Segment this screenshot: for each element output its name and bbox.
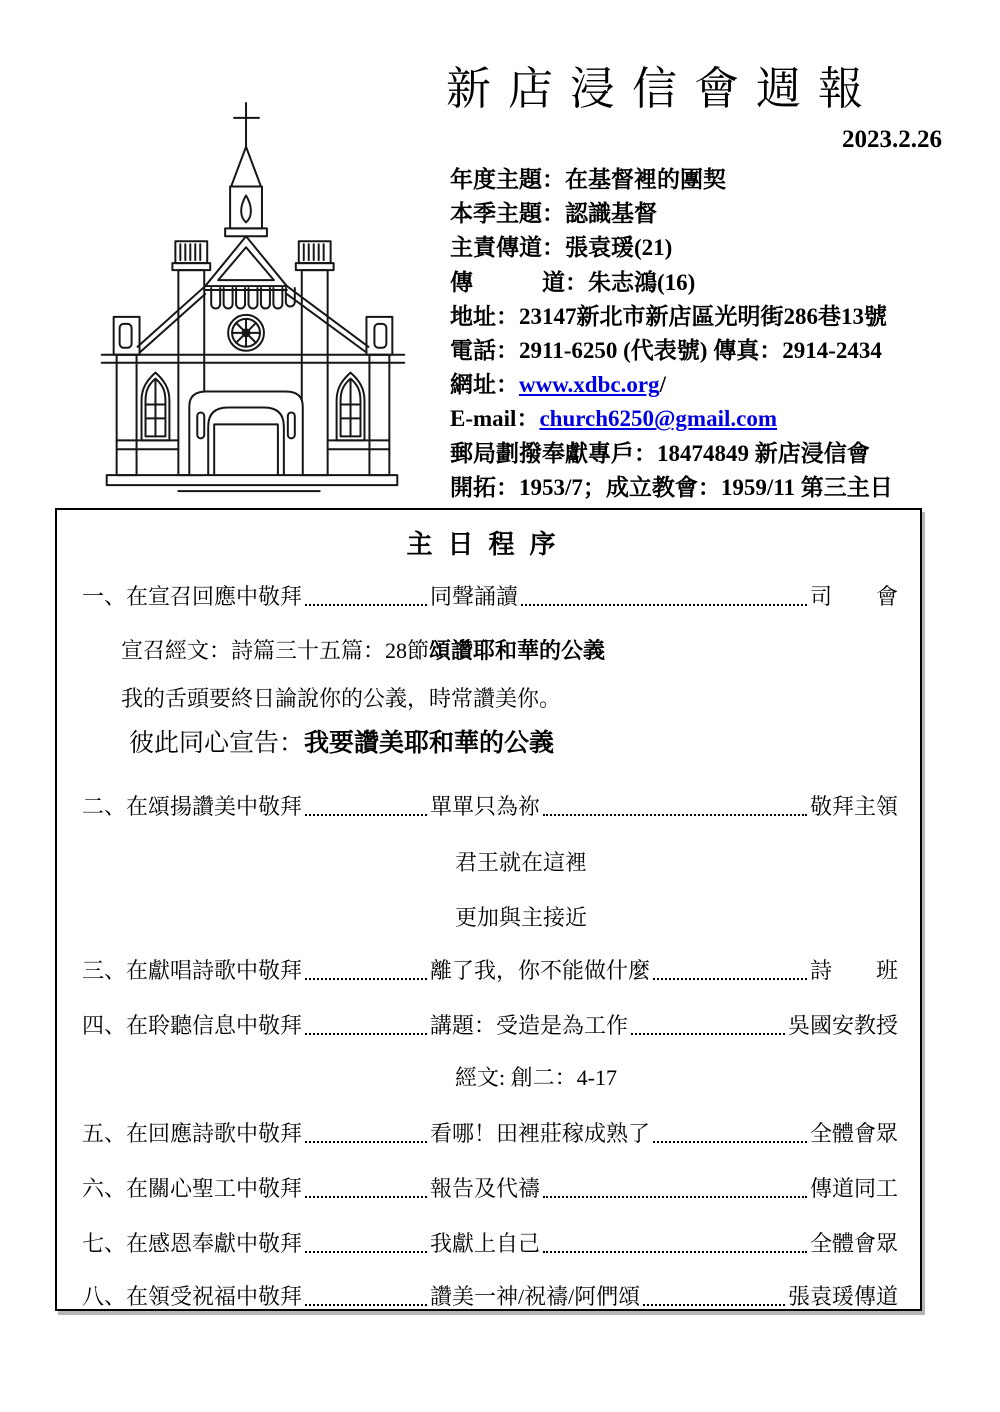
info-pastor: 傳 道：朱志鴻(16) (450, 269, 696, 295)
row4-left: 四、在聆聽信息中敬拜 (82, 1013, 303, 1038)
call-verse-line: 我的舌頭要終日論說你的公義，時常讚美你。 (121, 686, 562, 711)
program-row-6 (82, 1172, 898, 1203)
email-link[interactable]: church6250@gmail.com (539, 406, 777, 432)
leader-dots (521, 604, 807, 606)
leader-dots (631, 1033, 785, 1035)
row7-middle: 我獻上自己 (430, 1231, 541, 1256)
program-row-8 (82, 1280, 898, 1311)
leader-dots (543, 1251, 807, 1253)
declare-prefix: 彼此同心宣告： (129, 730, 305, 757)
program-row-7 (82, 1227, 898, 1258)
row1-right: 司 會 (809, 584, 898, 609)
issue-date: 2023.2.26 (842, 126, 942, 153)
leader-dots (543, 814, 807, 816)
info-website (450, 368, 965, 402)
leader-dots (543, 1196, 807, 1198)
info-lead-pastor: 主責傳道：張袁瑗(21) (450, 235, 673, 261)
call-scripture-title: 頌讚耶和華的公義 (429, 638, 606, 663)
row6-right: 傳道同工 (809, 1176, 898, 1201)
program-row-1 (82, 580, 898, 611)
leader-dots (305, 1141, 427, 1143)
call-scripture-line (121, 634, 898, 665)
row8-middle: 讚美一神/祝禱/阿們頌 (430, 1284, 641, 1309)
row3-right: 詩 班 (809, 958, 898, 983)
church-icon (58, 90, 448, 508)
row1-left: 一、在宣召回應中敬拜 (82, 584, 303, 609)
program-row-2 (82, 790, 898, 821)
leader-dots (305, 1033, 427, 1035)
row2-middle: 單單只為祢 (430, 794, 541, 819)
leader-dots (305, 814, 427, 816)
row8-left: 八、在領受祝福中敬拜 (82, 1284, 303, 1309)
row7-right: 全體會眾 (809, 1231, 898, 1256)
website-suffix: / (659, 372, 666, 398)
row5-left: 五、在回應詩歌中敬拜 (82, 1121, 303, 1146)
website-link[interactable]: www.xdbc.org (519, 372, 660, 398)
program-box (55, 508, 922, 1311)
leader-dots (305, 604, 427, 606)
info-founded: 開拓：1953/7；成立教會：1959/11 第三主日 (450, 474, 893, 500)
info-phone-fax: 電話：2911-6250 (代表號) 傳真：2914-2434 (450, 338, 882, 364)
row4-right: 吳國安教授 (787, 1013, 898, 1038)
row5-right: 全體會眾 (809, 1121, 898, 1146)
leader-dots (305, 1304, 427, 1306)
leader-dots (653, 1141, 807, 1143)
row3-left: 三、在獻唱詩歌中敬拜 (82, 958, 303, 983)
info-season-theme: 本季主題：認識基督 (450, 201, 657, 227)
row4-middle: 講題：受造是為工作 (430, 1013, 629, 1038)
row2-right: 敬拜主領 (809, 794, 898, 819)
declare-line (129, 723, 898, 759)
info-address: 地址：23147新北市新店區光明街286巷13號 (450, 303, 887, 329)
email-label: E-mail： (450, 406, 540, 432)
row6-middle: 報告及代禱 (430, 1176, 541, 1201)
leader-dots (653, 978, 807, 980)
row6-left: 六、在關心聖工中敬拜 (82, 1176, 303, 1201)
church-info-block (450, 163, 965, 505)
sermon-scripture-line: 經文: 創二：4-17 (455, 1065, 617, 1090)
info-postal-account: 郵局劃撥奉獻專戶：18474849 新店浸信會 (450, 440, 870, 466)
row1-middle: 同聲誦讀 (430, 584, 519, 609)
cross-icon (234, 103, 259, 147)
row3-middle: 離了我，你不能做什麼 (430, 958, 651, 983)
call-scripture-prefix: 宣召經文：詩篇三十五篇：28節 (121, 638, 430, 663)
program-row-4 (82, 1009, 898, 1040)
leader-dots (305, 978, 427, 980)
row7-left: 七、在感恩奉獻中敬拜 (82, 1231, 303, 1256)
leader-dots (643, 1304, 785, 1306)
row5-middle: 看哪！田裡莊稼成熟了 (430, 1121, 651, 1146)
program-title: 主日程序 (406, 530, 571, 559)
leader-dots (305, 1196, 427, 1198)
website-label: 網址： (450, 372, 519, 398)
info-year-theme: 年度主題：在基督裡的團契 (450, 167, 726, 192)
row2-left: 二、在頌揚讚美中敬拜 (82, 794, 303, 819)
page-title: 新店浸信會週報 (446, 64, 881, 114)
row8-right: 張袁瑗傳道 (787, 1284, 898, 1309)
hymn2-line3: 更加與主接近 (455, 905, 588, 930)
program-row-5 (82, 1117, 898, 1148)
hymn2-line2: 君王就在這裡 (455, 850, 588, 875)
program-row-3 (82, 954, 898, 985)
leader-dots (305, 1251, 427, 1253)
church-illustration (58, 90, 448, 508)
declare-text: 我要讚美耶和華的公義 (304, 730, 555, 757)
info-email (450, 402, 965, 436)
